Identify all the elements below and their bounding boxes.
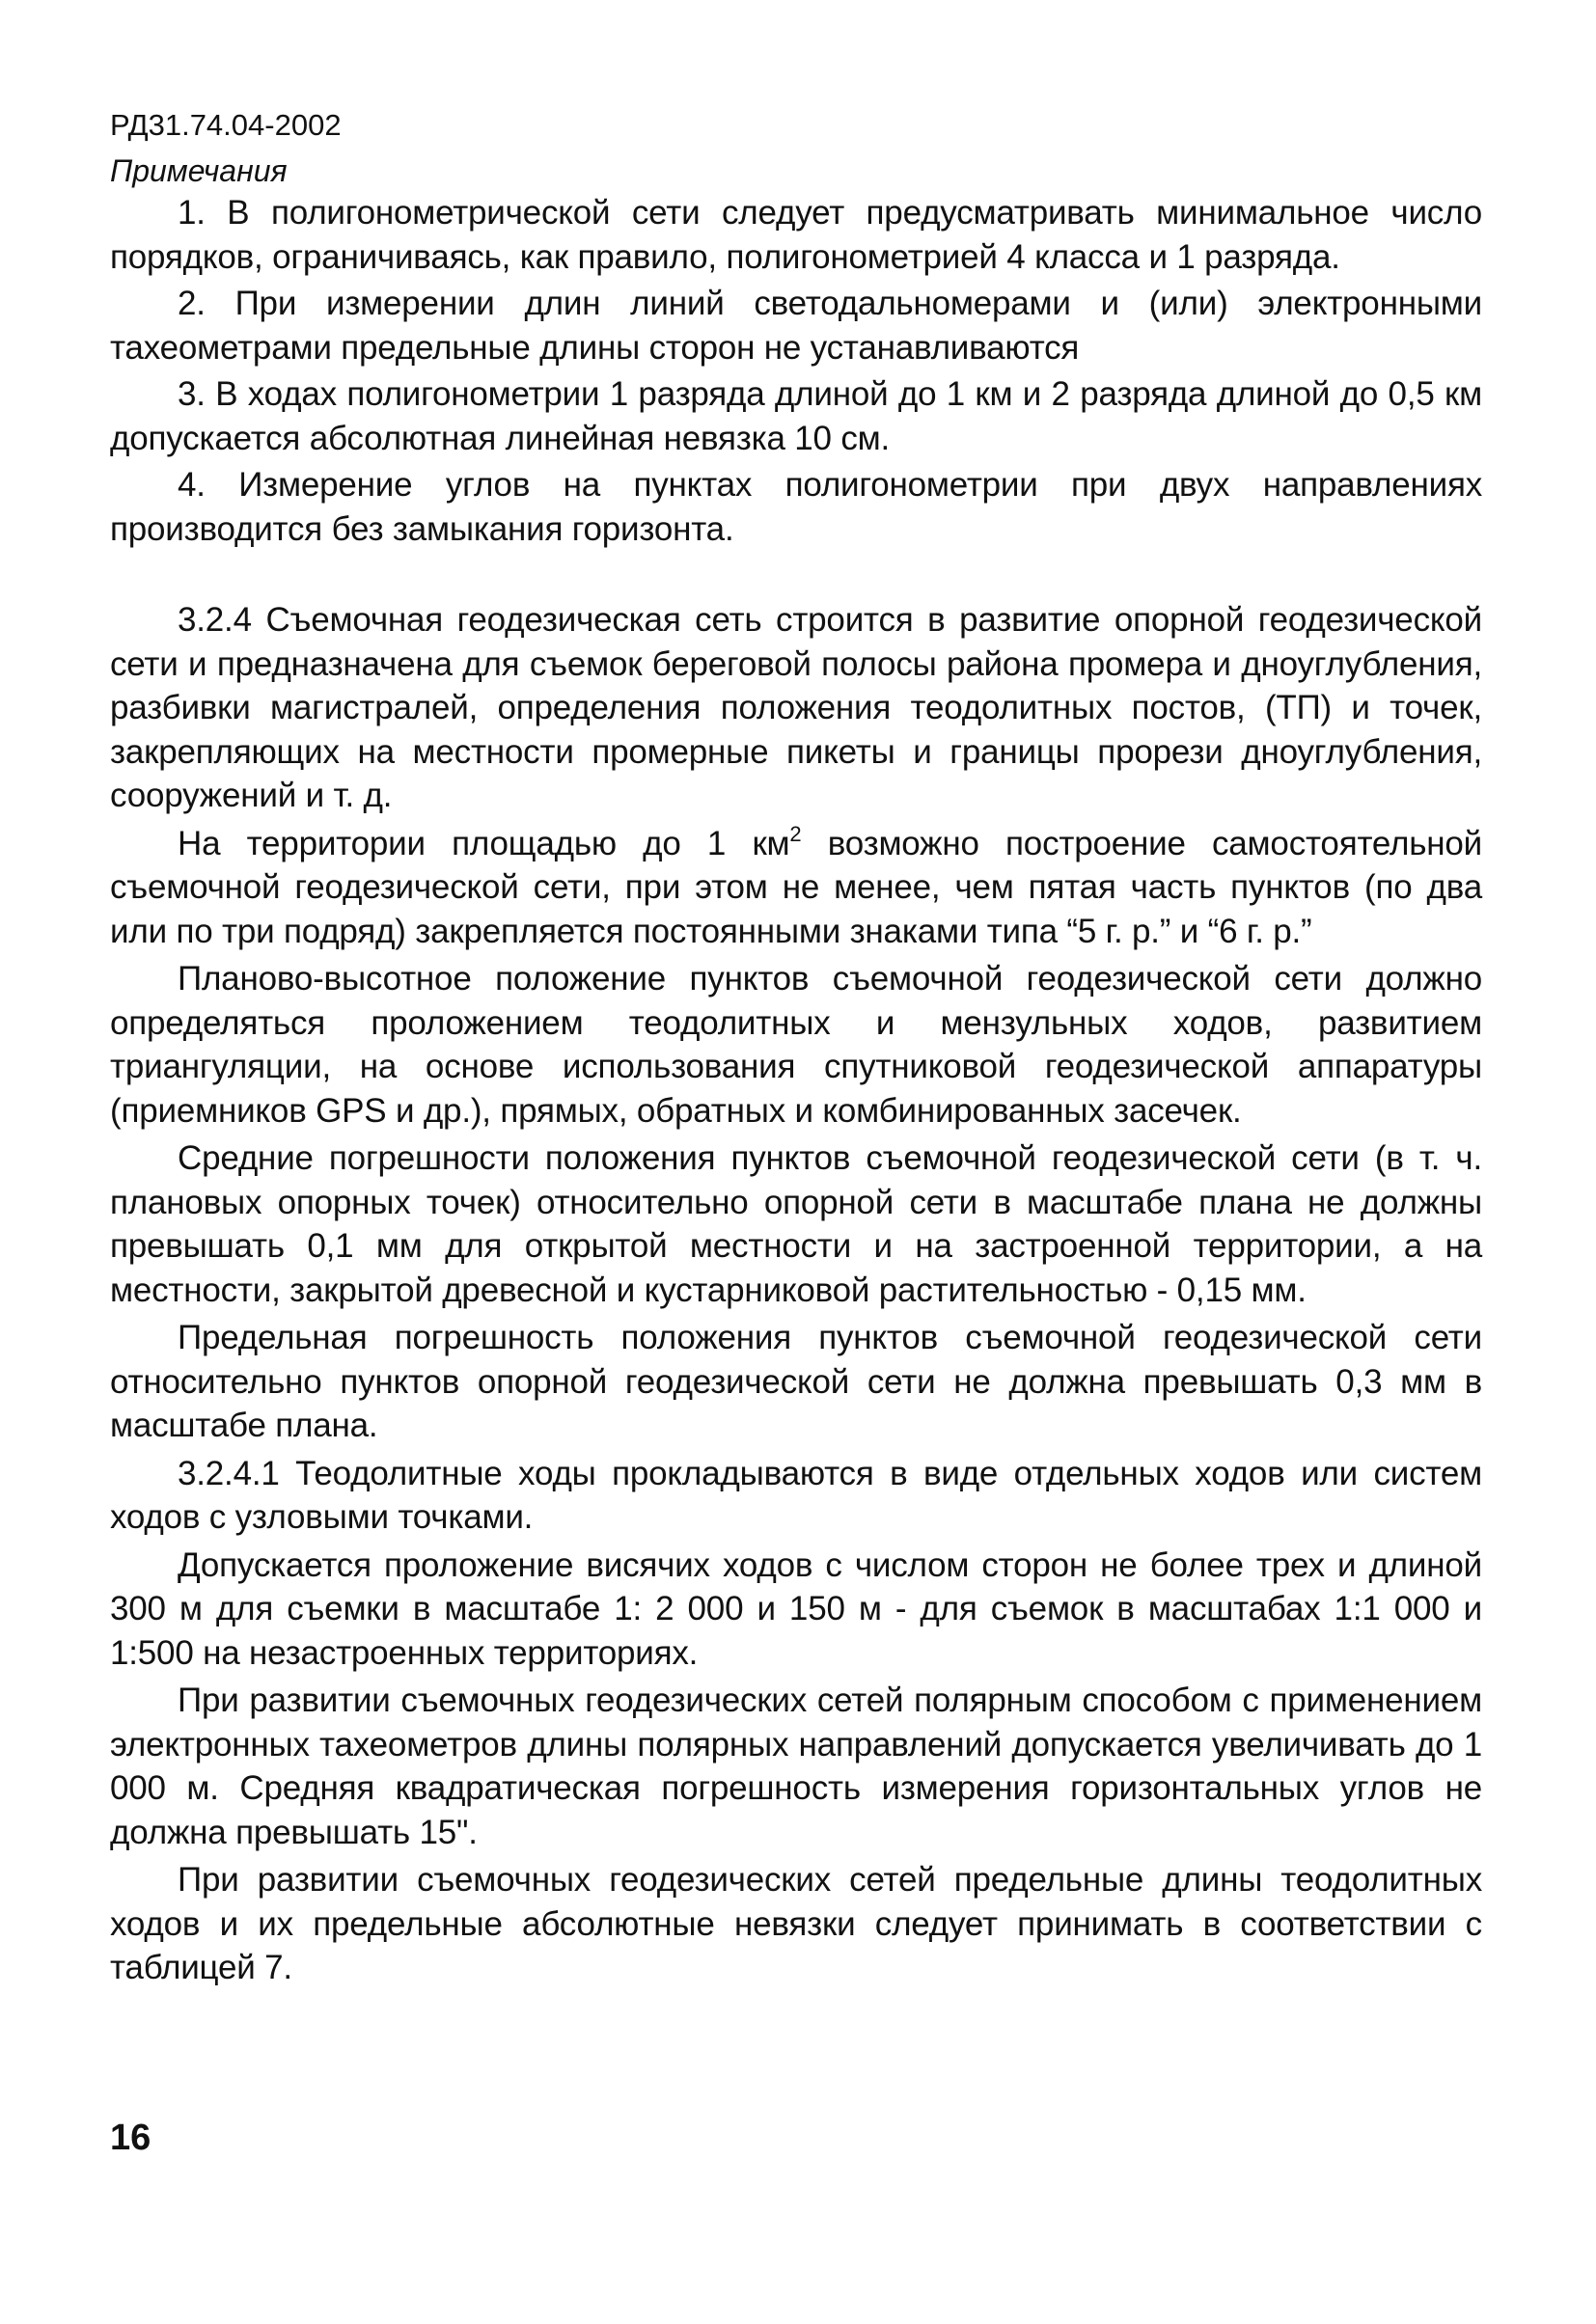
paragraph-table-reference: При развитии съемочных геодезических сетей предельные длины теодолитных ходов и их предельные абсолютные невязки следует принимать в соответствии с таблицей 7. (110, 1861, 1482, 1986)
document-page (110, 106, 1482, 1994)
paragraph-3-2-4: 3.2.4 Съемочная геодезическая сеть строится в развитие опорной геодезической сети и предназначена для съемок береговой полосы района промера и дноуглубления, разбивки магистралей, определения положения теодолитных постов, (ТП) и точек, закрепляющих на местности промерные пикеты и границы прорези дноуглубления, сооружений и т. д. (110, 601, 1482, 814)
paragraph-limit-error: Предельная погрешность положения пунктов съемочной геодезической сети относительно пунктов опорной геодезической сети не должна превышать 0,3 мм в масштабе плана. (110, 1319, 1482, 1444)
paragraph-territory-end: возможно построение самостоятельной съемочной геодезической сети, при этом не менее, чем пятая часть пунктов (по два или по три подряд) закрепляется постоянными знаками типа “5 г. р.” и “6 г. р.” (110, 824, 1482, 950)
superscript-2: 2 (789, 821, 802, 846)
paragraph-territory-start: На территории площадью до 1 км (178, 824, 790, 862)
notes-heading: Примечания (110, 153, 288, 188)
note-item: 1. В полигонометрической сети следует предусматривать минимальное число порядков, ограничиваясь, как правило, полигонометрией 4 класса и 1 разряда. (110, 194, 1482, 276)
paragraph-mean-errors: Средние погрешности положения пунктов съемочной геодезической сети (в т. ч. плановых опорных точек) относительно опорной сети в масштабе плана не должны превышать 0,1 мм для открытой местности и на застроенной территории, а на местности, закрытой древесной и кустарниковой растительностью - 0,15 мм. (110, 1139, 1482, 1309)
note-item: 4. Измерение углов на пунктах полигонометрии при двух направлениях производится без замыкания горизонта. (110, 466, 1482, 548)
paragraph-hanging-traverses: Допускается проложение висячих ходов с числом сторон не более трех и длиной 300 м для съемки в масштабе 1: 2 000 и 150 м - для съемок в масштабах 1:1 000 и 1:500 на незастроенных территориях. (110, 1545, 1482, 1672)
paragraph-polar-method: При развитии съемочных геодезических сетей полярным способом с применением электронных тахеометров длины полярных направлений допускается увеличивать до 1 000 м. Средняя квадратическая погрешность измерения горизонтальных углов не должна превышать 15". (110, 1681, 1482, 1851)
document-code: РД31.74.04-2002 (110, 108, 342, 142)
paragraph-planovo-vysotnoe: Планово-высотное положение пунктов съемочной геодезической сети должно определяться проложением теодолитных и мензульных ходов, развитием триангуляции, на основе использования спутниковой геодезической аппаратуры (приемников GPS и др.), прямых, обратных и комбинированных засечек. (110, 960, 1482, 1130)
paragraph-3-2-4-1: 3.2.4.1 Теодолитные ходы прокладываются в виде отдельных ходов или систем ходов с узловыми точками. (110, 1454, 1482, 1536)
page-number: 16 (110, 2118, 151, 2158)
section-gap (110, 554, 1482, 598)
note-item: 2. При измерении длин линий светодальномерами и (или) электронными тахеометрами предельные длины сторон не устанавливаются (110, 285, 1482, 367)
notes-section (110, 150, 1482, 551)
main-text (110, 598, 1482, 1990)
paragraph-territory (110, 822, 1482, 954)
note-item: 3. В ходах полигонометрии 1 разряда длиной до 1 км и 2 разряда длиной до 0,5 км допускается абсолютная линейная невязка 10 см. (110, 375, 1482, 457)
